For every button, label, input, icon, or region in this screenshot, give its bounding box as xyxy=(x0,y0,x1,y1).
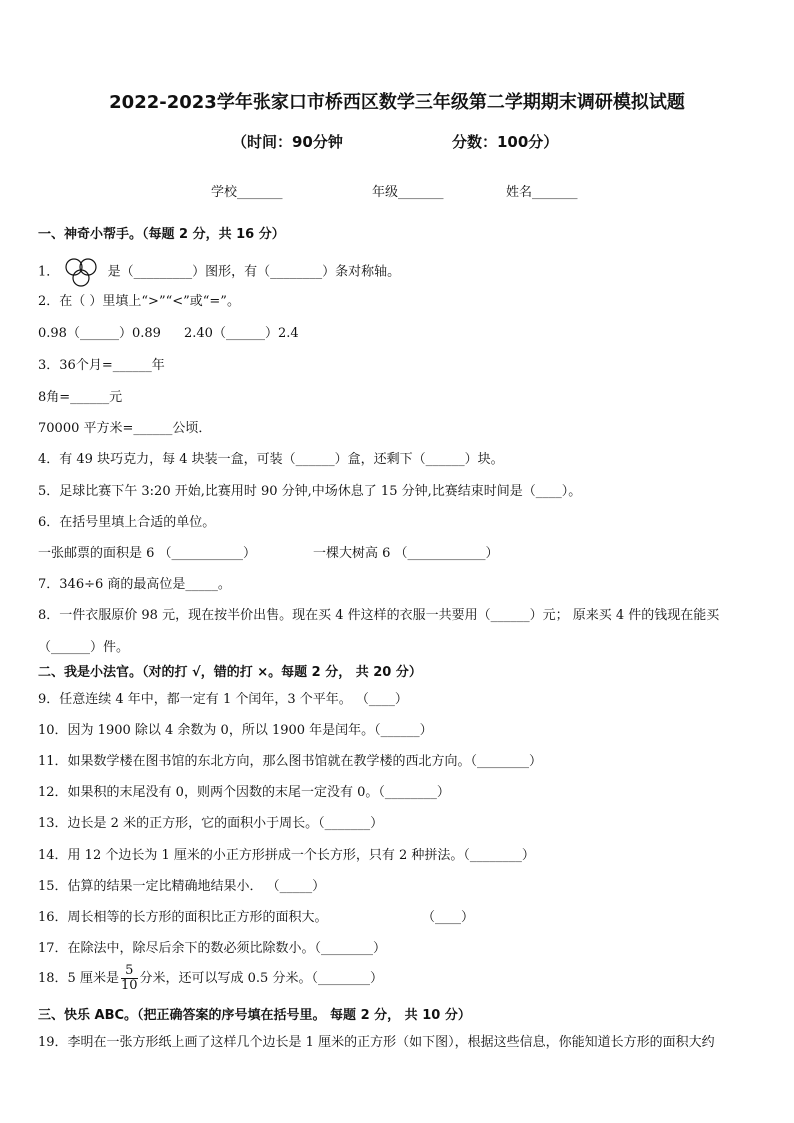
time-info: （时间：90分钟 xyxy=(232,133,343,151)
question-5: 5．足球比赛下午 3:20 开始,比赛用时 90 分钟,中场休息了 15 分钟,比赛结束时间是（____）。 xyxy=(38,484,582,499)
question-17: 17．在除法中，除尽后余下的数必须比除数小。（________） xyxy=(38,941,387,956)
question-19: 19．李明在一张方形纸上画了这样几个边长是 1 厘米的正方形（如下图），根据这些信息，你能知道长方形的面积大约 xyxy=(38,1035,715,1050)
question-4: 4．有 49 块巧克力，每 4 块装一盒，可装（______）盒，还剩下（______）块。 xyxy=(38,452,504,467)
fraction-numerator: 5 xyxy=(121,964,138,979)
question-13: 13．边长是 2 米的正方形，它的面积小于周长。（_______） xyxy=(38,816,384,831)
question-3b: 8角=______元 xyxy=(38,390,123,405)
three-circles-figure xyxy=(63,256,99,288)
question-18-suffix: 分米，还可以写成 0.5 分米。（________） xyxy=(139,971,383,986)
question-6a: 一张邮票的面积是 6 （___________） xyxy=(38,546,257,561)
grade-field: 年级_______ xyxy=(372,185,444,200)
question-8-line-2: （______）件。 xyxy=(38,640,130,655)
question-11: 11．如果数学楼在图书馆的东北方向，那么图书馆就在教学楼的西北方向。（________） xyxy=(38,754,543,769)
page-title: 2022-2023学年张家口市桥西区数学三年级第二学期期末调研模拟试题 xyxy=(109,92,685,113)
section-3-heading: 三、快乐 ABC。（把正确答案的序号填在括号里。 每题 2 分， 共 10 分） xyxy=(38,1008,471,1023)
fraction xyxy=(121,964,138,993)
question-1-number: 1． xyxy=(38,264,60,280)
question-8-line-1: 8．一件衣服原价 98 元，现在按半价出售。现在买 4 件这样的衣服一共要用（______）元； 原来买 4 件的钱现在能买 xyxy=(38,608,720,623)
school-field: 学校_______ xyxy=(211,185,283,200)
question-12: 12．如果积的末尾没有 0，则两个因数的末尾一定没有 0。（________） xyxy=(38,785,450,800)
name-field: 姓名_______ xyxy=(506,185,578,200)
question-16-answer: （____） xyxy=(422,910,475,925)
section-2-heading: 二、我是小法官。（对的打 √，错的打 ×。每题 2 分， 共 20 分） xyxy=(38,665,422,680)
question-18 xyxy=(38,964,383,993)
question-10: 10．因为 1900 除以 4 余数为 0，所以 1900 年是闰年。（______） xyxy=(38,723,433,738)
section-1-heading: 一、神奇小帮手。（每题 2 分，共 16 分） xyxy=(38,227,285,242)
question-14: 14．用 12 个边长为 1 厘米的小正方形拼成一个长方形，只有 2 种拼法。（________） xyxy=(38,848,535,863)
question-2: 2．在（ ）里填上“>”“<”或“=”。 xyxy=(38,294,240,309)
question-1-text: 是（_________）图形，有（________）条对称轴。 xyxy=(107,264,401,280)
question-15: 15．估算的结果一定比精确地结果小． （_____） xyxy=(38,879,326,894)
score-info: 分数：100分） xyxy=(452,133,559,151)
question-2a: 0.98（______）0.89 xyxy=(38,326,161,341)
question-18-prefix: 18．5 厘米是 xyxy=(38,971,119,986)
question-6: 6．在括号里填上合适的单位。 xyxy=(38,515,216,530)
question-2b: 2.40（______）2.4 xyxy=(184,326,299,341)
question-3: 3．36个月=______年 xyxy=(38,358,165,373)
fraction-denominator: 10 xyxy=(120,978,138,993)
question-1 xyxy=(38,256,400,288)
question-6b: 一棵大树高 6 （____________） xyxy=(313,546,499,561)
question-7: 7．346÷6 商的最高位是_____。 xyxy=(38,577,231,592)
question-16: 16．周长相等的长方形的面积比正方形的面积大。 xyxy=(38,910,328,925)
question-3c: 70000 平方米=______公顷． xyxy=(38,421,212,436)
question-9: 9．任意连续 4 年中，都一定有 1 个闰年，3 个平年。 （____） xyxy=(38,692,408,707)
